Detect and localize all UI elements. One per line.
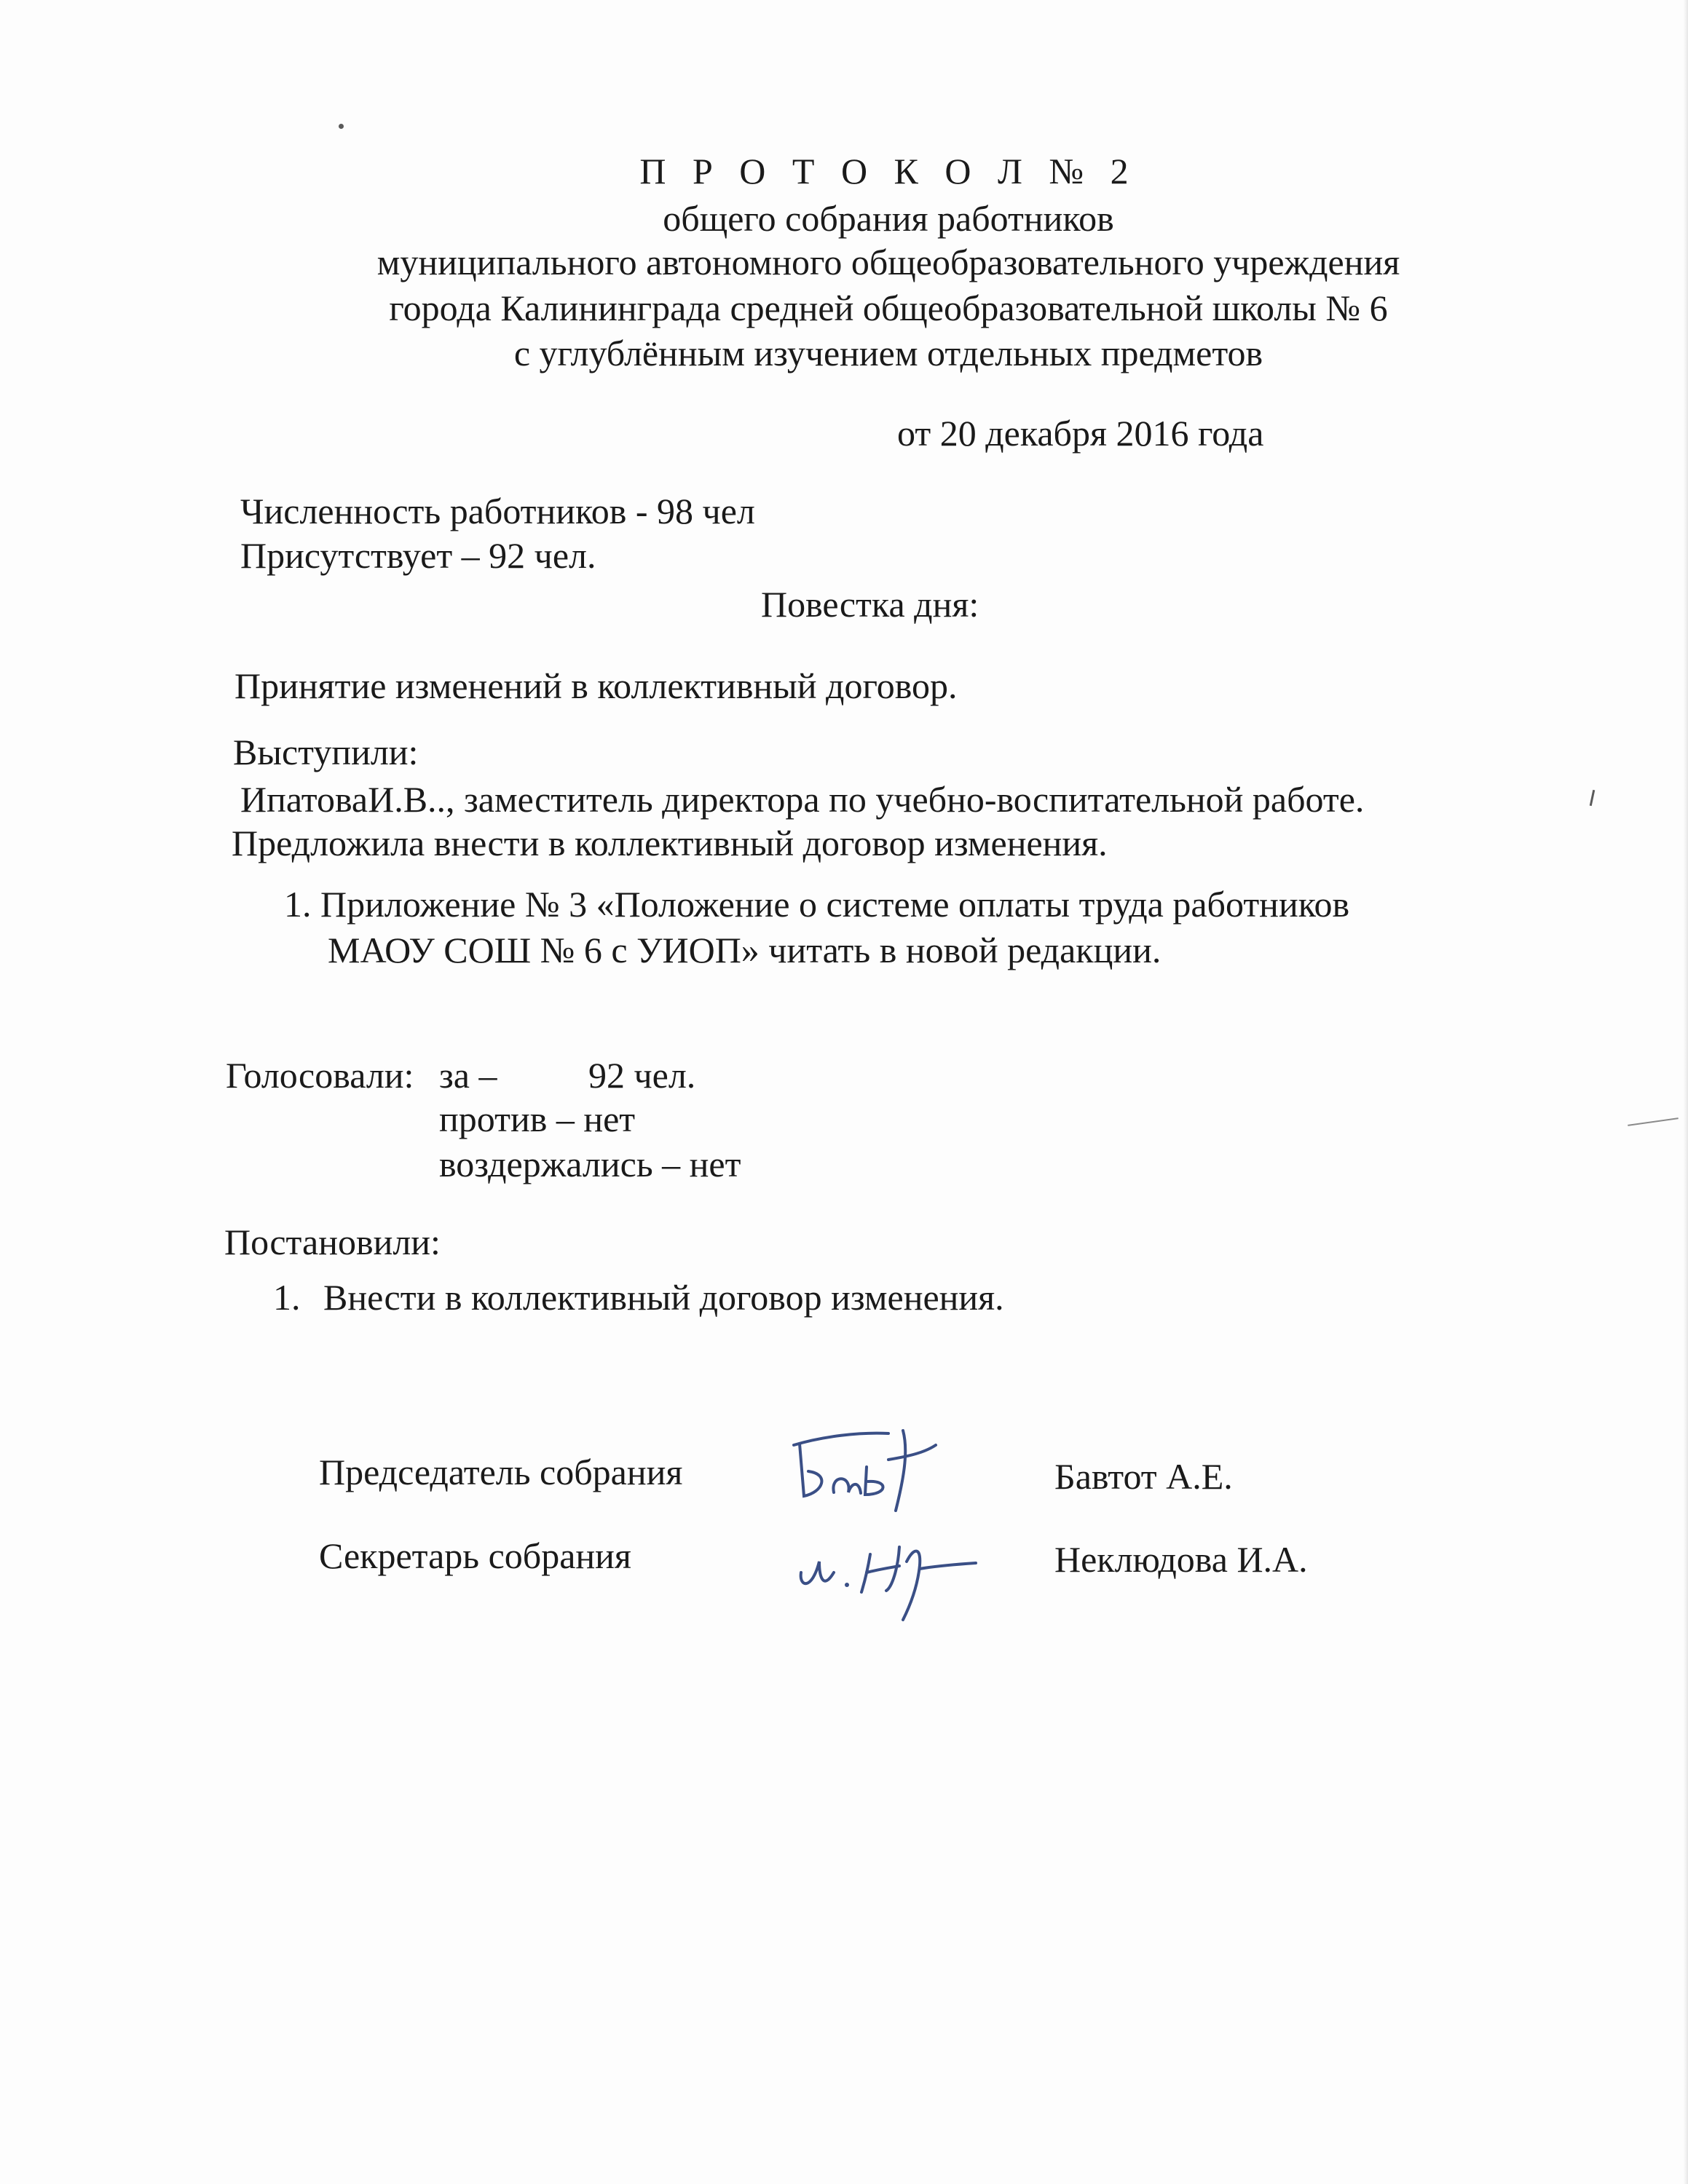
speakers-heading: Выступили: <box>233 732 419 772</box>
staff-present: Присутствует – 92 чел. <box>240 535 596 576</box>
chair-role: Председатель собрания <box>319 1452 683 1492</box>
decision-heading: Постановили: <box>224 1222 441 1262</box>
agenda-item: Принятие изменений в коллективный договор. <box>234 665 958 706</box>
agenda-heading: Повестка дня: <box>761 584 979 625</box>
decision-item: Внести в коллективный договор изменения. <box>323 1277 1004 1318</box>
secretary-signature <box>790 1518 987 1627</box>
scan-line <box>1628 1117 1679 1126</box>
chair-name: Бавтот А.Е. <box>1054 1456 1233 1497</box>
staff-total: Численность работников - 98 чел <box>240 491 755 531</box>
proposal-item-line-2: МАОУ СОШ № 6 с УИОП» читать в новой редакции. <box>328 930 1162 970</box>
secretary-role: Секретарь собрания <box>319 1535 631 1576</box>
voting-for-label: за – <box>439 1055 497 1096</box>
scan-mark <box>1590 790 1596 806</box>
voting-heading: Голосовали: <box>226 1055 414 1096</box>
page-edge <box>1684 0 1688 2184</box>
chair-signature <box>779 1423 969 1518</box>
proposal-item-number: 1. <box>284 884 312 925</box>
speaker-name: ИпатоваИ.В.., заместитель директора по учебно-воспитательной работе. <box>240 779 1365 820</box>
institution-line-1: муниципального автономного общеобразовательного учреждения <box>376 242 1400 282</box>
voting-against: против – нет <box>439 1099 636 1139</box>
secretary-name: Неклюдова И.А. <box>1054 1539 1308 1580</box>
document-title: П Р О Т О К О Л № 2 <box>639 151 1137 191</box>
scan-dot <box>339 124 344 129</box>
proposal-item-line-1: Приложение № 3 «Положение о системе оплаты труда работников <box>320 884 1350 925</box>
speaker-proposal: Предложила внести в коллективный договор изменения. <box>232 823 1108 863</box>
document-date: от 20 декабря 2016 года <box>897 413 1264 454</box>
institution-line-2: города Калининграда средней общеобразовательной школы № 6 <box>389 288 1388 328</box>
voting-for-value: 92 чел. <box>588 1055 696 1096</box>
decision-item-number: 1. <box>273 1277 301 1318</box>
document-subtitle: общего собрания работников <box>663 198 1114 239</box>
voting-abstained: воздержались – нет <box>439 1144 741 1184</box>
institution-line-3: с углублённым изучением отдельных предметов <box>513 333 1263 373</box>
